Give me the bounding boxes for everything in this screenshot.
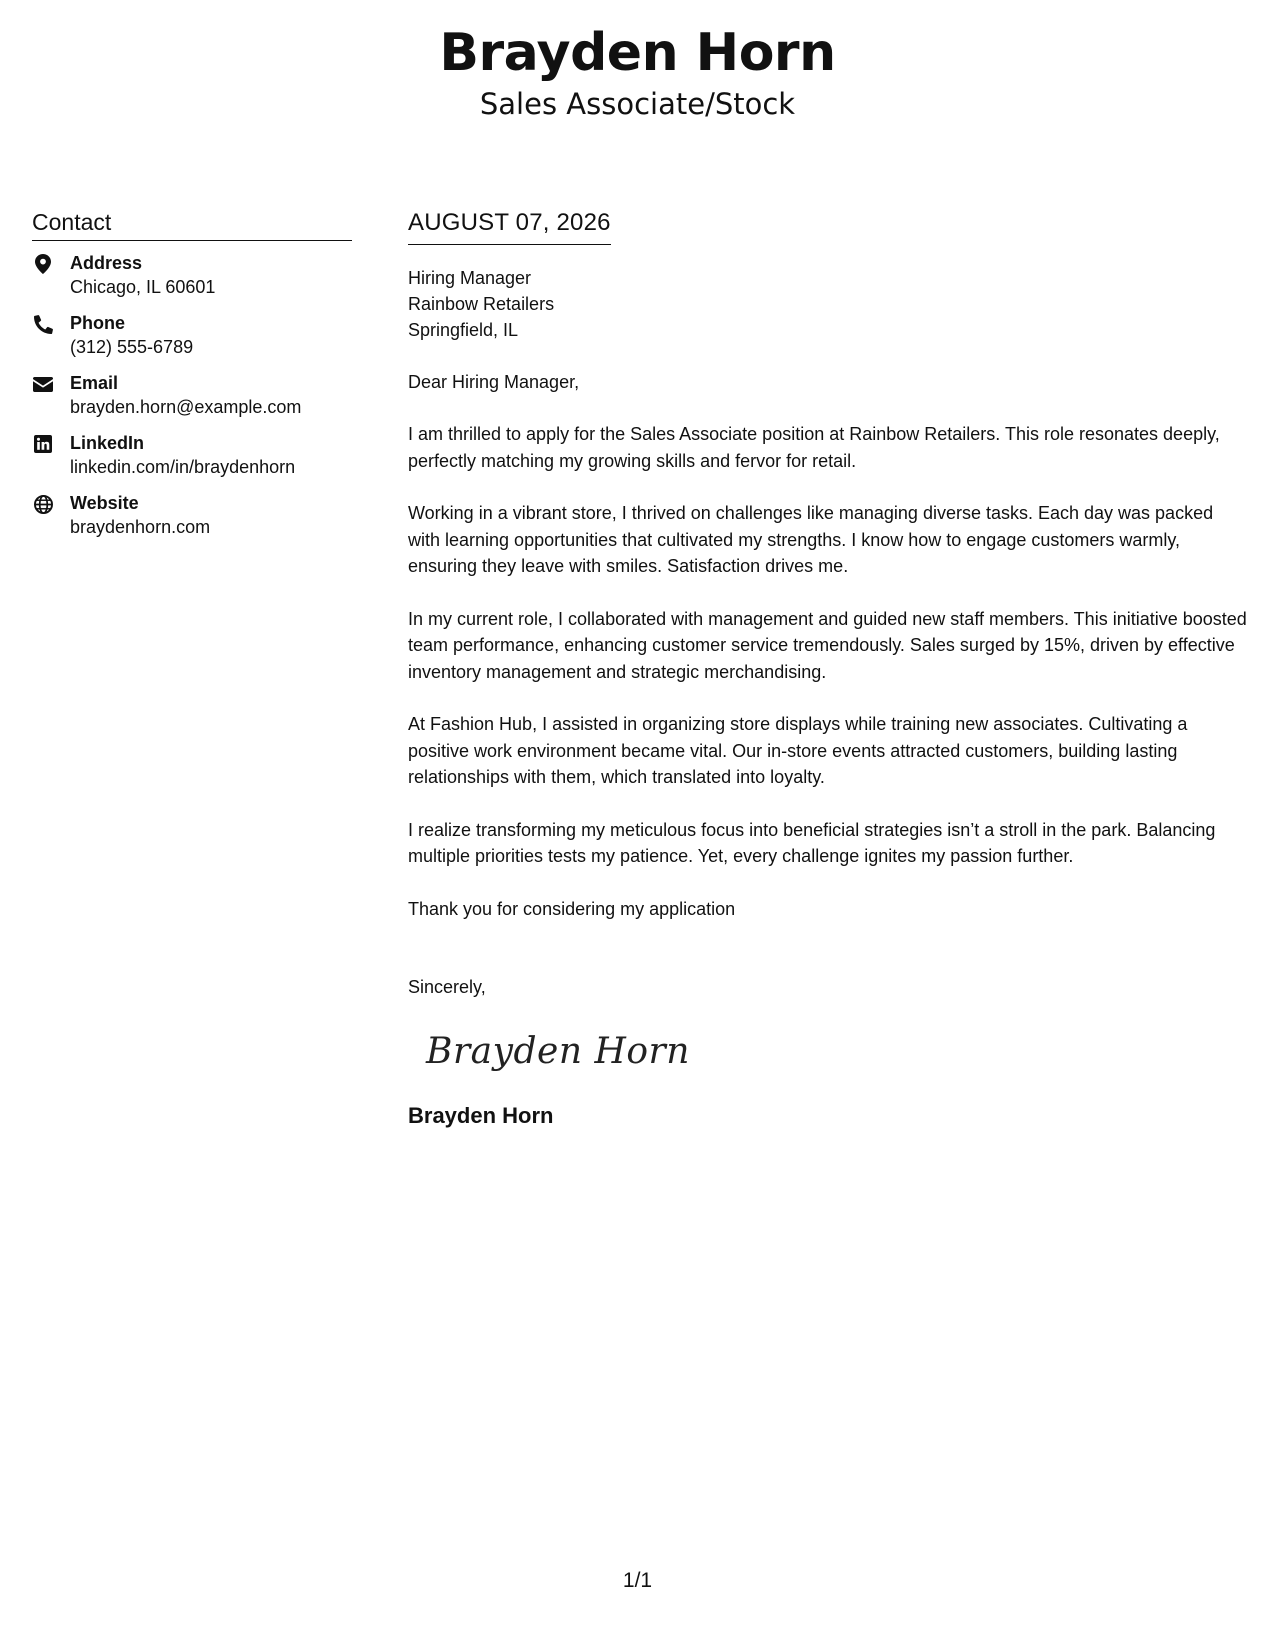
letter-date-container — [408, 208, 611, 245]
letter-date: AUGUST 07, 2026 — [408, 209, 611, 236]
contact-value: (312) 555-6789 — [70, 337, 194, 357]
page-number: 1/1 — [622, 1569, 653, 1592]
phone-icon — [32, 313, 54, 335]
contact-value: Chicago, IL 60601 — [70, 277, 216, 297]
contact-item-address — [32, 251, 352, 299]
letter-paragraph: I realize transforming my meticulous focus into beneficial strategies isn’t a stroll in the park. Balancing multiple priorities tests my patience. Yet, every challenge ignites my passion further. — [408, 819, 1216, 866]
closing: Sincerely, — [408, 977, 486, 997]
contact-section-title: Contact — [32, 208, 352, 241]
letter-body — [408, 208, 1248, 1130]
letter-paragraph: Thank you for considering my application — [408, 898, 736, 919]
globe-icon — [32, 493, 54, 515]
letter-paragraph: At Fashion Hub, I assisted in organizing store displays while training new associates. Cultivating a positive work environment became vital. Our in-store events attracted customers, building lasting relationships with them, which translated into loyalty. — [408, 714, 1188, 787]
applicant-job-title: Sales Associate/Stock — [479, 87, 796, 121]
contact-item-website — [32, 491, 352, 539]
recipient-line: Hiring Manager — [408, 268, 532, 288]
linkedin-icon — [32, 433, 54, 455]
recipient-line: Springfield, IL — [408, 320, 519, 340]
envelope-icon — [32, 373, 54, 395]
contact-sidebar — [32, 208, 352, 551]
contact-value[interactable]: linkedin.com/in/braydenhorn — [70, 457, 296, 477]
applicant-name: Brayden Horn — [439, 23, 836, 83]
handwritten-signature: Brayden Horn — [426, 1031, 690, 1072]
contact-item-phone — [32, 311, 352, 359]
contact-item-email — [32, 371, 352, 419]
contact-label: LinkedIn — [70, 433, 145, 453]
contact-list — [32, 251, 352, 539]
contact-value[interactable]: braydenhorn.com — [70, 517, 211, 537]
contact-label: Website — [70, 493, 139, 513]
letter-paragraph: In my current role, I collaborated with management and guided new staff members. This initiative boosted team performance, enhancing customer service tremendously. Sales surged by 15%, driven by effective inventory management and strategic merchandising. — [408, 608, 1247, 682]
map-marker-icon — [32, 253, 54, 275]
recipient-line: Rainbow Retailers — [408, 294, 555, 314]
letter-paragraph: Working in a vibrant store, I thrived on challenges like managing diverse tasks. Each day was packed with learning opportunities that cultivated my strengths. I know how to engage customers warmly, ensuring they leave with smiles. Satisfaction drives me. — [408, 503, 1214, 576]
letter-header — [0, 22, 1275, 122]
contact-label: Address — [70, 253, 143, 273]
recipient-block — [408, 265, 1248, 343]
salutation: Dear Hiring Manager, — [408, 372, 580, 392]
letter-paragraph: I am thrilled to apply for the Sales Associate position at Rainbow Retailers. This role resonates deeply, perfectly matching my growing skills and fervor for retail. — [408, 424, 1220, 471]
contact-value[interactable]: brayden.horn@example.com — [70, 397, 302, 417]
signer-name: Brayden Horn — [408, 1103, 554, 1128]
contact-item-linkedin — [32, 431, 352, 479]
contact-label: Email — [70, 373, 119, 393]
contact-label: Phone — [70, 313, 126, 333]
